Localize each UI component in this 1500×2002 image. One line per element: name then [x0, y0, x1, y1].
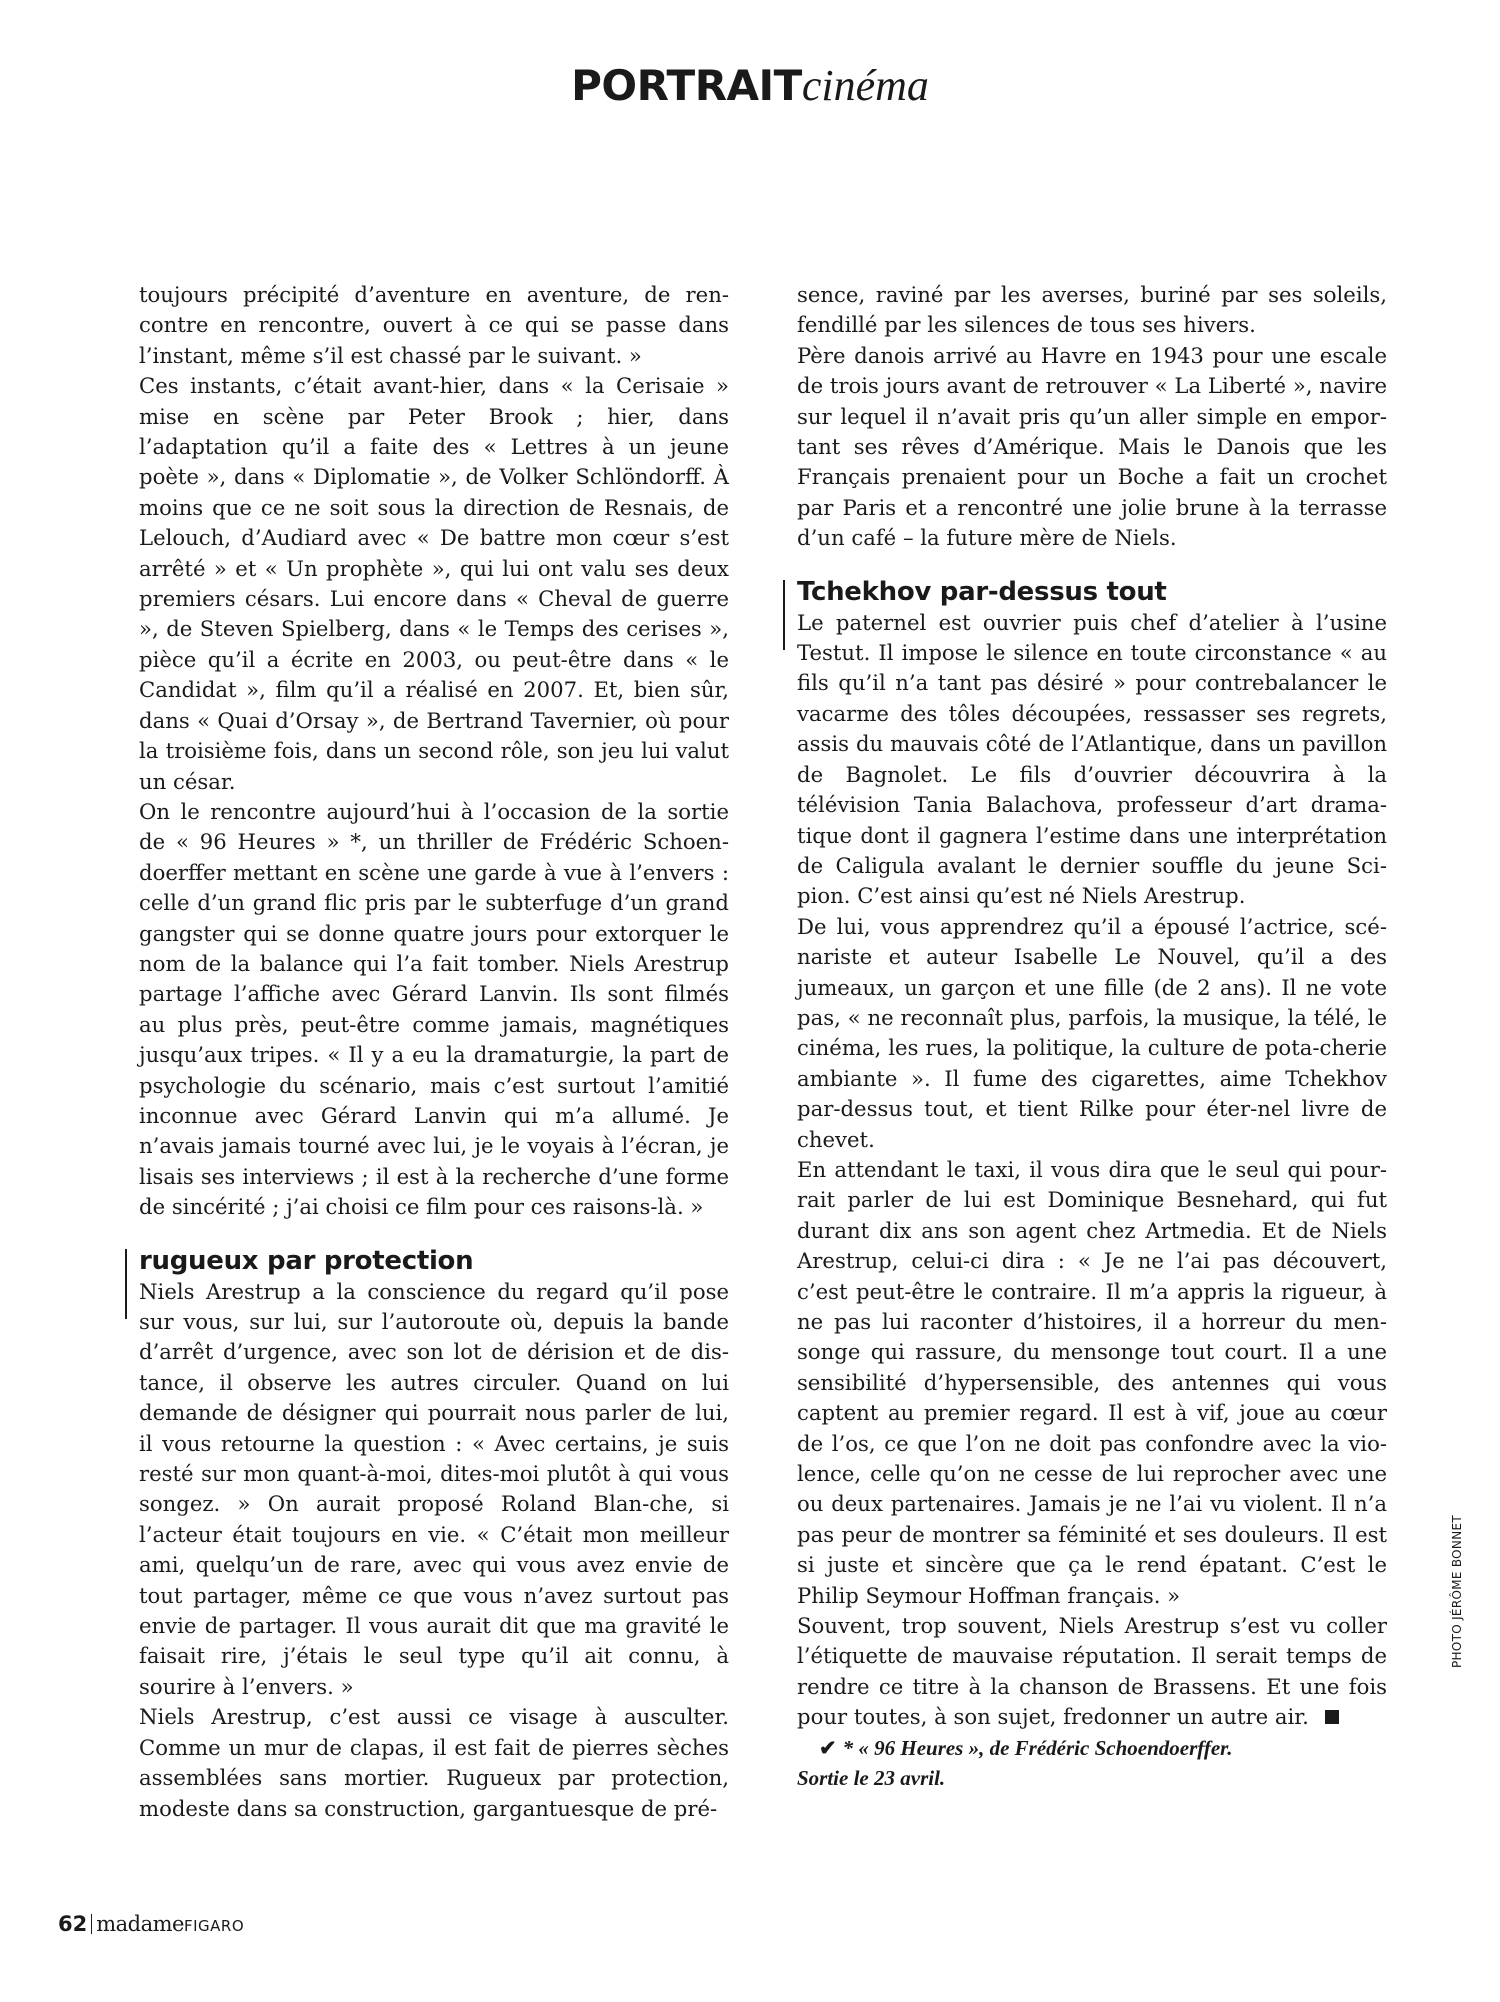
subheading-rule: [125, 1249, 127, 1319]
paragraph: De lui, vous apprendrez qu’il a épousé l’actrice, scé-nariste et auteur Isabelle Le Nouvel, qu’il a des jumeaux, un garçon et une fille (de 2 ans). Il ne vote pas, « ne reconnaît plus, parfois, la musique, la télé, le cinéma, les rues, la politique, la culture de pota-cherie ambiante ». Il fume des cigarettes, aime Tchekhov par-dessus tout, et tient Rilke pour éter-nel livre de chevet.: [797, 913, 1387, 1152]
section-kicker: PORTRAIT: [571, 61, 802, 110]
magazine-name-part2: FIGARO: [183, 1917, 245, 1935]
footnote: [797, 1733, 1387, 1763]
page-folio: [58, 1911, 244, 1939]
paragraph-final: [797, 1611, 1387, 1733]
end-of-article-square-icon: [1325, 1710, 1339, 1724]
paragraph: Niels Arestrup a la conscience du regard qu’il pose sur vous, sur lui, sur l’autoroute où, depuis la bande d’arrêt d’urgence, avec son lot de dérision et de dis-tance, il observe les autres circuler. Quand on lui demande de désigner qui pourrait nous parler de lui, il vous retourne la question : « Avec certains, je suis resté sur mon quant-à-moi, dites-moi plutôt à qui vous songez. » On aurait proposé Roland Blan-che, si l’acteur était toujours en vie. « C’était mon meilleur ami, quelqu’un de rare, avec qui vous avez envie de tout partager, même ce que vous n’avez surtout pas envie de partager. Il vous aurait dit que ma gravité le faisait rire, j’étais le seul type qu’il ait connu, à sourire à l’envers. »: [139, 1278, 729, 1699]
subheading-text: Tchekhov par-dessus tout: [797, 576, 1167, 607]
page-number: 62: [58, 1912, 88, 1936]
article-column-left: [139, 280, 729, 1824]
paragraph: Père danois arrivé au Havre en 1943 pour une escale de trois jours avant de retrouver « La Liberté », navire sur lequel il n’avait pris qu’un aller simple en empor-tant ses rêves d’Amérique. Mais le Danois que les Français prenaient pour un Boche a fait un crochet par Paris et a rencontré une jolie brune à la terrasse d’un café – la future mère de Niels.: [797, 342, 1387, 551]
footnote-line-1: * « 96 Heures », de Frédéric Schoendoerffer.: [842, 1735, 1233, 1760]
folio-divider: [91, 1914, 92, 1934]
subheading-rule: [783, 580, 785, 650]
checkmark-icon: ✔: [819, 1735, 837, 1760]
paragraph-text: Souvent, trop souvent, Niels Arestrup s’est vu coller l’étiquette de mauvaise réputation. Il serait temps de rendre ce titre à la chanson de Brassens. Et une fois pour toutes, à son sujet, fredonner un autre air.: [797, 1613, 1387, 1730]
paragraph: Ces instants, c’était avant-hier, dans « la Cerisaie » mise en scène par Peter Brook ; hier, dans l’adaptation qu’il a faite des « Lettres à un jeune poète », dans « Diplomatie », de Volker Schlöndorff. À moins que ce ne soit sous la direction de Resnais, de Lelouch, d’Audiard avec « De battre mon cœur s’est arrêté » et « Un prophète », qui lui ont valu ses deux premiers césars. Lui encore dans « Cheval de guerre », de Steven Spielberg, dans « le Temps des cerises », pièce qu’il a écrite en 2003, ou peut-être dans « le Candidat », film qu’il a réalisé en 2007. Et, bien sûr, dans « Quai d’Orsay », de Bertrand Tavernier, où pour la troisième fois, dans un second rôle, son jeu lui valut un césar.: [139, 373, 729, 794]
section-header: [0, 58, 1500, 114]
paragraph: sence, raviné par les averses, buriné par ses soleils, fendillé par les silences de tous ses hivers.: [797, 282, 1387, 338]
article-column-right: [797, 280, 1387, 1793]
section-subtitle: cinéma: [801, 61, 929, 110]
subheading-text: rugueux par protection: [139, 1245, 474, 1276]
paragraph: En attendant le taxi, il vous dira que le seul qui pour-rait parler de lui est Dominique Besnehard, qui fut durant dix ans son agent chez Artmedia. Et de Niels Arestrup, celui-ci dira : « Je ne l’ai pas découvert, c’est peut-être le contraire. Il m’a appris la rigueur, à ne pas lui raconter d’histoires, il a horreur du men-songe qui rassure, du mensonge tout court. Il a une sensibilité d’hypersensible, des antennes qui vous captent au premier regard. Il est à vif, joue au cœur de l’os, ce que l’on ne doit pas confondre avec la vio-lence, celle qu’on ne cesse de lui reprocher avec une ou deux partenaires. Jamais je ne l’ai vu violent. Il n’a pas peur de montrer sa féminité et ses douleurs. Il est si juste et sincère que ça le rend épatant. C’est le Philip Seymour Hoffman français. »: [797, 1156, 1387, 1608]
paragraph: On le rencontre aujourd’hui à l’occasion de la sortie de « 96 Heures » *, un thriller de Frédéric Schoen-doerffer mettant en scène une garde à vue à l’envers : celle d’un grand flic pris par le subterfuge d’un grand gangster qui se donne quatre jours pour extorquer le nom de la balance qui l’a fait tomber. Niels Arestrup partage l’affiche avec Gérard Lanvin. Ils sont filmés au plus près, peut-être comme jamais, magnétiques jusqu’aux tripes. « Il y a eu la dramaturgie, la part de psychologie du scénario, mais c’est surtout l’amitié inconnue avec Gérard Lanvin qui m’a allumé. Je n’avais jamais tourné avec lui, je le voyais à l’écran, je lisais ses interviews ; il est à la recherche d’une forme de sincérité ; j’ai choisi ce film pour ces raisons-là. »: [139, 798, 729, 1220]
paragraph: Niels Arestrup, c’est aussi ce visage à ausculter. Comme un mur de clapas, il est fait de pierres sèches assemblées sans mortier. Rugueux par protection, modeste dans sa construction, gargantuesque de pré-: [139, 1704, 729, 1821]
subheading: [797, 576, 1387, 608]
paragraph: Le paternel est ouvrier puis chef d’atelier à l’usine Testut. Il impose le silence en toute circonstance « au fils qu’il n’a tant pas désiré » pour contrebalancer le vacarme des tôles découpées, ressasser ses regrets, assis du mauvais côté de l’Atlantique, dans un pavillon de Bagnolet. Le fils d’ouvrier découvrira à la télévision Tania Balachova, professeur d’art drama-tique dont il gagnera l’estime dans une interprétation de Caligula avalant le dernier souffle du jeune Sci-pion. C’est ainsi qu’est né Niels Arestrup.: [797, 609, 1387, 909]
photo-credit: PHOTO JÉRÔME BONNET: [1450, 1515, 1464, 1668]
paragraph: toujours précipité d’aventure en aventure, de ren-contre en rencontre, ouvert à ce qui se passe dans l’instant, même s’il est chassé par le suivant. »: [139, 282, 729, 368]
magazine-name-part1: madame: [96, 1912, 184, 1936]
footnote-release: Sortie le 23 avril.: [797, 1765, 946, 1790]
subheading: [139, 1245, 729, 1277]
